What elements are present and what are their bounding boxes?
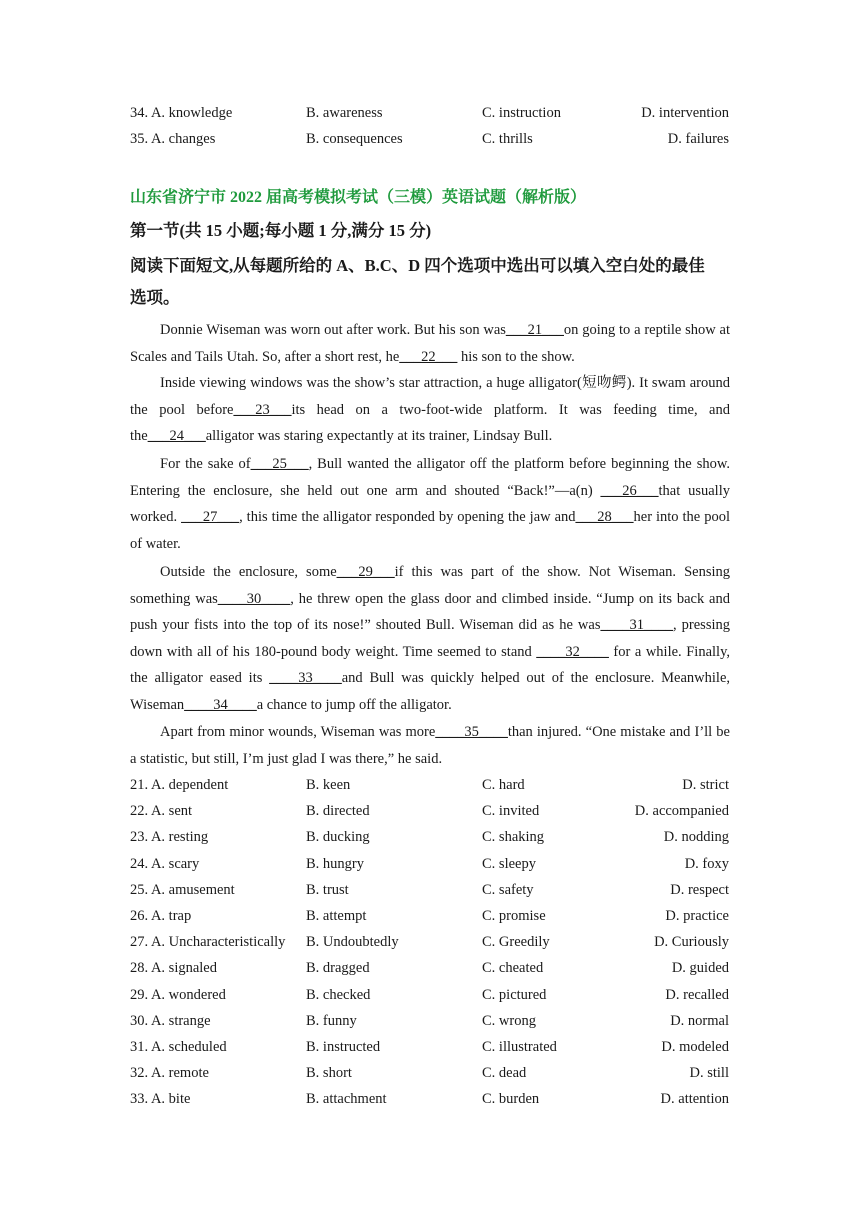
option-c: C. Greedily: [482, 934, 550, 951]
blank-22: ___22___: [399, 348, 458, 365]
option-a: 31. A. scheduled: [130, 1039, 227, 1055]
option-c: C. safety: [482, 881, 534, 898]
passage-text: Apart from minor wounds, Wiseman was more: [160, 724, 436, 740]
option-d: D. recalled: [665, 986, 729, 1003]
option-row-35: [0, 126, 860, 152]
exam-title: 山东省济宁市 2022 届高考模拟考试（三模）英语试题（解析版）: [130, 189, 587, 206]
blank-33: ____33____: [269, 670, 342, 686]
option-b: B. consequences: [306, 131, 403, 147]
option-row: [0, 1034, 860, 1060]
option-b: B. directed: [306, 803, 370, 820]
option-a: 28. A. signaled: [130, 960, 217, 977]
option-b: B. checked: [306, 986, 371, 1003]
blank-25: ___25___: [250, 456, 309, 472]
blank-32: ____32____: [536, 643, 609, 660]
option-d: D. strict: [682, 777, 729, 793]
option-a: 35. A. changes: [130, 131, 216, 147]
option-b: B. instructed: [306, 1039, 381, 1055]
option-d: D. modeled: [661, 1039, 729, 1055]
option-a: 30. A. strange: [130, 1012, 211, 1029]
option-d: D. normal: [670, 1012, 729, 1029]
passage-text: that usually worked.: [130, 482, 730, 525]
passage-paragraph-4: [130, 559, 730, 718]
passage-text: , he threw open the glass door and climbed inside. “Jump on its back and push your fists into the top of its nose!” shouted Bull. Wiseman did as he was: [130, 590, 730, 633]
blank-26: ___26___: [600, 482, 659, 499]
passage-text: , pressing down with all of his 180-pound body weight. Time seemed to stand: [130, 617, 730, 660]
passage-text: a chance to jump off the alligator.: [256, 696, 452, 713]
option-a: 22. A. sent: [130, 803, 193, 820]
option-c: C. hard: [482, 777, 525, 793]
option-d: D. still: [689, 1065, 729, 1082]
option-d: D. attention: [660, 1091, 729, 1108]
option-a: 33. A. bite: [130, 1091, 191, 1108]
passage-text: alligator was staring expectantly at its trainer, Lindsay Bull.: [205, 428, 553, 444]
passage-text: if this was part of the show. Not Wiseman. Sensing something was: [130, 564, 730, 607]
option-d: D. practice: [665, 908, 729, 924]
option-row: [0, 982, 860, 1008]
passage-text: her into the pool of water.: [130, 509, 730, 552]
option-b: B. hungry: [306, 855, 364, 872]
option-c: C. dead: [482, 1065, 527, 1082]
option-row-34: [0, 100, 860, 126]
option-d: D. Curiously: [654, 934, 729, 951]
option-d: D. nodding: [663, 829, 729, 846]
instruction-line-1: 阅读下面短文,从每题所给的 A、B.C、D 四个选项中选出可以填入空白处的最佳: [130, 256, 705, 275]
option-d: D. respect: [670, 881, 729, 898]
option-b: B. Undoubtedly: [306, 934, 399, 951]
option-c: C. invited: [482, 803, 540, 820]
option-b: B. dragged: [306, 960, 370, 977]
blank-29: ___29___: [336, 564, 395, 580]
option-b: B. short: [306, 1065, 352, 1082]
passage-text: and Bull was quickly helped out of the enclosure. Meanwhile, Wiseman: [130, 670, 731, 713]
option-d: D. foxy: [684, 855, 729, 872]
passage-text: , this time the alligator responded by opening the jaw and: [239, 509, 576, 525]
blank-28: ___28___: [575, 509, 634, 525]
passage-text: Outside the enclosure, some: [160, 564, 337, 580]
option-b: B. trust: [306, 881, 349, 898]
option-a: 29. A. wondered: [130, 986, 226, 1003]
option-c: C. pictured: [482, 986, 547, 1003]
option-a: 23. A. resting: [130, 829, 209, 846]
option-row: [0, 851, 860, 877]
option-c: C. shaking: [482, 829, 545, 846]
blank-31: ____31____: [600, 617, 673, 633]
option-row: [0, 824, 860, 850]
option-c: C. instruction: [482, 105, 561, 121]
option-a: 24. A. scary: [130, 855, 200, 872]
passage-text: , Bull wanted the alligator off the platform before beginning the show. Entering the enclosure, she held out one arm and shouted “Back!”—a(n): [130, 456, 731, 499]
option-d: D. failures: [667, 131, 729, 147]
option-c: C. burden: [482, 1091, 540, 1108]
option-a: 32. A. remote: [130, 1065, 209, 1082]
option-b: B. ducking: [306, 829, 370, 846]
option-c: C. promise: [482, 908, 546, 924]
passage-paragraph-1: [130, 317, 730, 370]
passage-text: its head on a two-foot-wide platform. It was feeding time, and the: [130, 401, 730, 444]
option-b: B. awareness: [306, 105, 383, 121]
option-row: [0, 929, 860, 955]
option-d: D. intervention: [641, 105, 729, 121]
option-row: [0, 1086, 860, 1112]
passage-text: his son to the show.: [457, 348, 575, 365]
blank-35: ____35____: [435, 724, 508, 740]
option-row: [0, 772, 860, 798]
passage-text: than injured. “One mistake and I’ll be a statistic, but still, I’m just glad I was there,” he said.: [130, 724, 730, 767]
passage-paragraph-3: [130, 451, 730, 557]
passage-text: for a while. Finally, the alligator eased its: [130, 643, 730, 686]
passage-paragraph-5: [130, 719, 730, 772]
passage-text: Inside viewing windows was the show’s star attraction, a huge alligator(短吻鳄). It swam around the pool before: [130, 375, 730, 418]
option-c: C. cheated: [482, 960, 544, 977]
option-c: C. thrills: [482, 131, 533, 147]
blank-30: ____30____: [217, 590, 291, 607]
option-b: B. keen: [306, 777, 351, 793]
option-row: [0, 1008, 860, 1034]
passage-text: on going to a reptile show at Scales and Tails Utah. So, after a short rest, he: [130, 322, 731, 365]
option-a: 27. A. Uncharacteristically: [130, 934, 286, 951]
option-b: B. funny: [306, 1012, 357, 1029]
option-c: C. illustrated: [482, 1039, 557, 1055]
option-a: 25. A. amusement: [130, 881, 235, 898]
passage-text: Donnie Wiseman was worn out after work. But his son was: [160, 322, 506, 338]
option-b: B. attachment: [306, 1091, 387, 1108]
option-c: C. sleepy: [482, 855, 536, 872]
blank-34: ____34____: [184, 696, 257, 713]
blank-27: ___27___: [181, 509, 240, 525]
option-a: 21. A. dependent: [130, 777, 229, 793]
option-d: D. accompanied: [634, 803, 729, 820]
option-c: C. wrong: [482, 1012, 536, 1029]
option-a: 34. A. knowledge: [130, 105, 233, 121]
part-heading: 第一节(共 15 小题;每小题 1 分,满分 15 分): [130, 221, 432, 240]
option-row: [0, 1060, 860, 1086]
option-d: D. guided: [671, 960, 729, 977]
blank-21: ___21___: [505, 322, 564, 338]
option-row: [0, 877, 860, 903]
option-row: [0, 903, 860, 929]
passage-text: For the sake of: [160, 456, 251, 472]
option-row: [0, 955, 860, 981]
blank-24: ___24___: [147, 428, 206, 444]
option-b: B. attempt: [306, 908, 367, 924]
option-a: 26. A. trap: [130, 908, 192, 924]
option-row: [0, 798, 860, 824]
blank-23: ___23___: [233, 401, 292, 418]
passage-paragraph-2: [130, 370, 730, 450]
instruction-line-2: 选项。: [130, 288, 180, 307]
